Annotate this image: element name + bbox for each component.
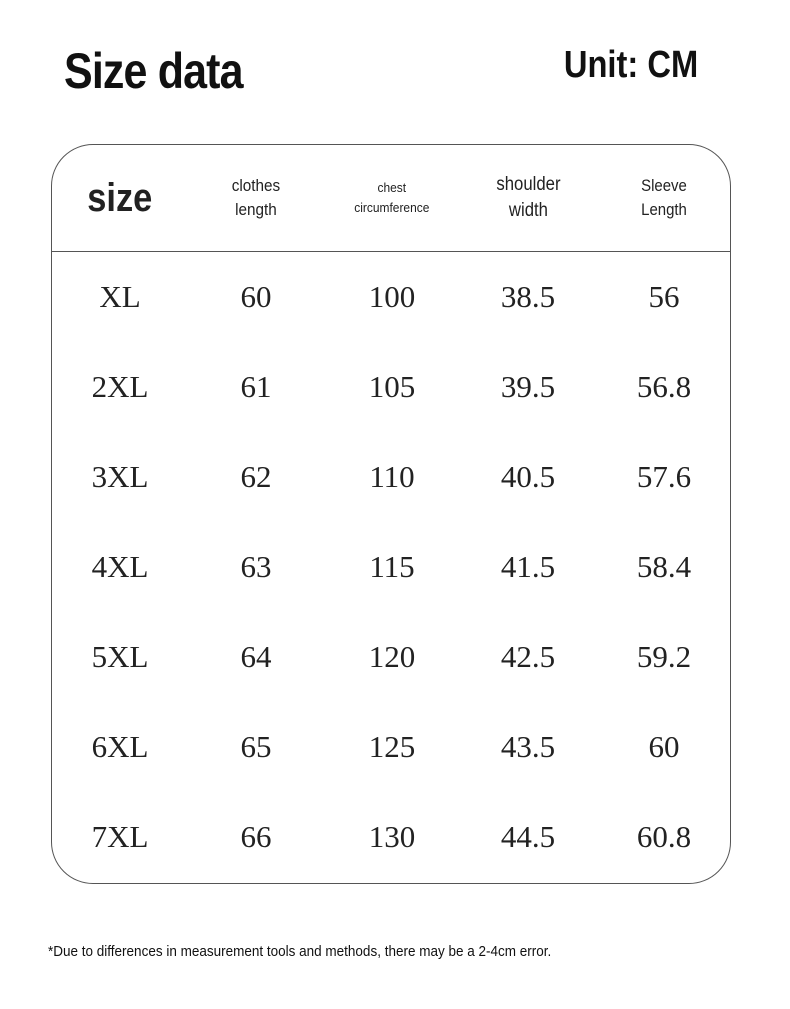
- header-sleeve-line2: Length: [641, 200, 687, 219]
- cell-shoulder-width: 39.5: [500, 369, 556, 404]
- unit-label: Unit: CM: [563, 44, 698, 86]
- header-clothes-length: [188, 145, 324, 251]
- cell-clothes-length: 61: [240, 369, 272, 404]
- header-clothes-length-line2: length: [235, 200, 277, 219]
- cell-size: 6XL: [91, 729, 149, 764]
- cell-shoulder-width: 40.5: [500, 459, 556, 494]
- cell-sleeve-length: 56.8: [636, 369, 692, 404]
- cell-chest-circumference: 110: [369, 459, 415, 494]
- size-table: [51, 144, 731, 884]
- cell-sleeve-length: 56: [648, 279, 680, 314]
- cell-chest-circumference: 130: [368, 819, 416, 854]
- cell-shoulder-width: 41.5: [500, 549, 556, 584]
- table-row: [52, 432, 730, 522]
- cell-shoulder-width: 42.5: [500, 639, 556, 674]
- cell-chest-circumference: 120: [368, 639, 416, 674]
- cell-sleeve-length: 60.8: [636, 819, 692, 854]
- cell-chest-circumference: 125: [368, 729, 416, 764]
- cell-clothes-length: 62: [240, 459, 272, 494]
- header-sleeve-line1: Sleeve: [641, 176, 687, 195]
- cell-chest-circumference: 115: [369, 549, 415, 584]
- table-row: [52, 252, 730, 342]
- cell-sleeve-length: 59.2: [636, 639, 692, 674]
- table-row: [52, 612, 730, 702]
- table-row: [52, 522, 730, 612]
- footnote: *Due to differences in measurement tools and methods, there may be a 2-4cm error.: [48, 943, 552, 960]
- cell-size: XL: [99, 279, 141, 314]
- cell-clothes-length: 63: [240, 549, 272, 584]
- header-sleeve-length: [596, 145, 732, 251]
- header-chest-line2: circumference: [354, 200, 430, 215]
- cell-chest-circumference: 100: [368, 279, 416, 314]
- cell-size: 7XL: [91, 819, 149, 854]
- table-row: [52, 702, 730, 792]
- header-size: size: [87, 175, 153, 220]
- cell-clothes-length: 60: [240, 279, 272, 314]
- header-shoulder-line1: shoulder: [495, 174, 561, 195]
- table-row: [52, 792, 730, 882]
- header-clothes-length-line1: clothes: [231, 176, 281, 195]
- cell-shoulder-width: 43.5: [500, 729, 556, 764]
- table-row: [52, 342, 730, 432]
- cell-chest-circumference: 105: [368, 369, 416, 404]
- page-title: Size data: [64, 43, 243, 99]
- cell-clothes-length: 65: [240, 729, 272, 764]
- cell-shoulder-width: 44.5: [500, 819, 556, 854]
- cell-clothes-length: 66: [240, 819, 272, 854]
- cell-sleeve-length: 60: [648, 729, 680, 764]
- cell-size: 4XL: [91, 549, 149, 584]
- header-chest-circumference: [324, 145, 460, 251]
- header-shoulder-width: [460, 145, 596, 251]
- header-shoulder-line2: width: [508, 200, 548, 221]
- cell-sleeve-length: 58.4: [636, 549, 692, 584]
- cell-sleeve-length: 57.6: [636, 459, 692, 494]
- table-header-row: [52, 145, 730, 252]
- cell-clothes-length: 64: [240, 639, 272, 674]
- header-chest-line1: chest: [377, 180, 407, 195]
- cell-size: 3XL: [91, 459, 149, 494]
- cell-size: 2XL: [91, 369, 149, 404]
- cell-size: 5XL: [91, 639, 149, 674]
- cell-shoulder-width: 38.5: [500, 279, 556, 314]
